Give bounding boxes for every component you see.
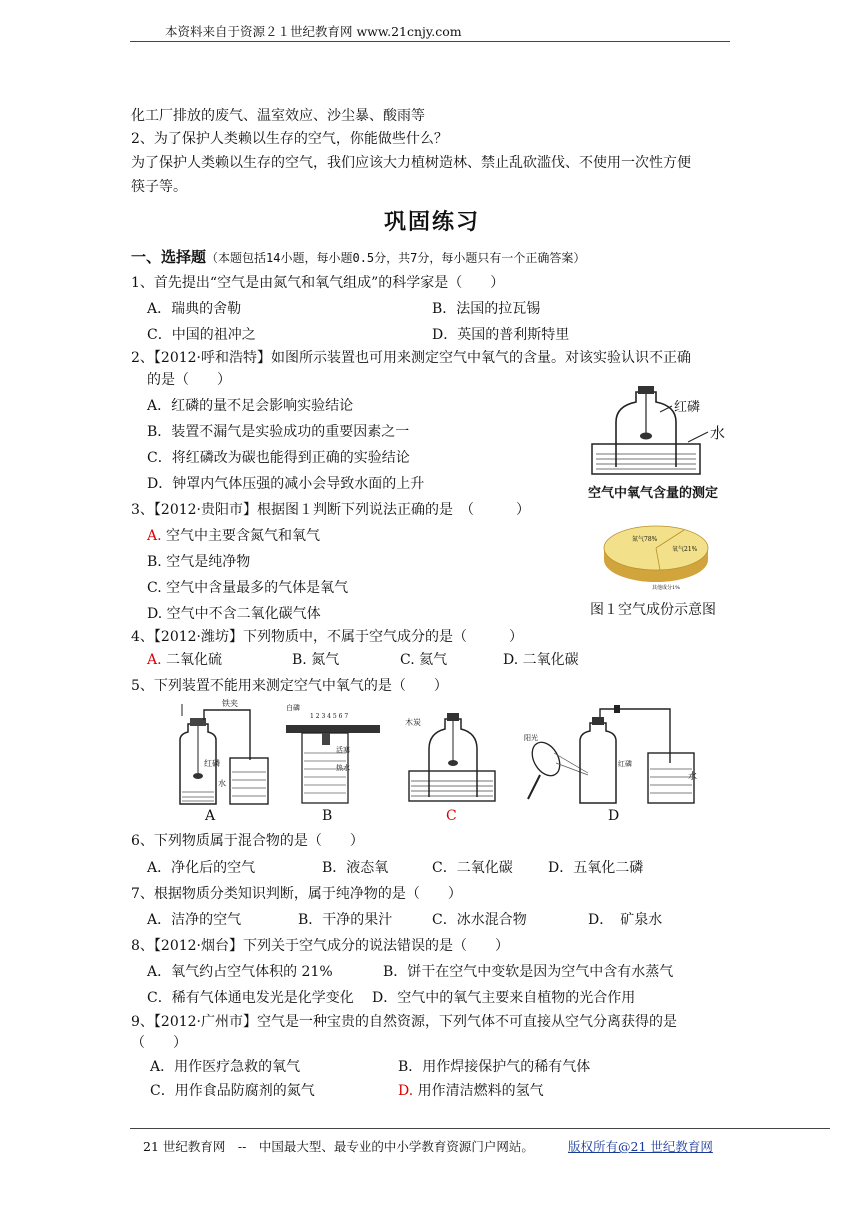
question-2-intro: 2、为了保护人类赖以生存的空气，你能做些什么？	[131, 131, 448, 147]
q4-answer-letter: A.	[147, 652, 162, 668]
fig-b-white-p-label: 白磷	[286, 704, 300, 712]
pie-caption: 图１空气成份示意图	[590, 602, 716, 618]
intro-line: 化工厂排放的废气、温室效应、沙尘暴、酸雨等	[131, 108, 425, 124]
q4-option-c: C. 氦气	[400, 652, 448, 668]
q3-stem: 3、【2012·贵阳市】根据图１判断下列说法正确的是 （ ）	[131, 502, 530, 518]
q3-option-a	[147, 526, 320, 546]
q1-stem: 1、首先提出“空气是由氮气和氧气组成”的科学家是（ ）	[131, 275, 505, 291]
fig-caption-d: D	[608, 808, 620, 824]
q4-option-b: B. 氮气	[292, 652, 340, 668]
fig-caption-c-answer: C	[446, 808, 457, 824]
q2-stem-cont: 的是（ ）	[147, 372, 231, 388]
q6-stem: 6、下列物质属于混合物的是（ ）	[131, 833, 364, 849]
section-note: （本题包括14小题，每小题0.5分，共7分，每小题只有一个正确答案）	[206, 251, 586, 265]
apparatus-a	[160, 700, 278, 805]
fig-caption-b: B	[322, 808, 333, 824]
bell-jar-figure	[588, 382, 738, 502]
apparatus-a-drawing	[160, 700, 278, 805]
air-composition-pie	[600, 518, 720, 598]
answer-line-2: 筷子等。	[131, 179, 187, 195]
fig-b-plug-label: 活塞	[336, 746, 350, 754]
bell-jar-caption: 空气中氧气含量的测定	[588, 486, 719, 501]
fig-caption-a: A	[205, 808, 216, 824]
q8-option-c: C．稀有气体通电发光是化学变化	[147, 990, 354, 1006]
q7-option-a: A．洁净的空气	[147, 912, 242, 928]
answer-line-1: 为了保护人类赖以生存的空气，我们应该大力植树造林、禁止乱砍滥伐、不使用一次性方便	[131, 155, 691, 171]
apparatus-d	[520, 703, 700, 805]
q2-stem: 2、【2012·呼和浩特】如图所示装置也可用来测定空气中氧气的含量。对该实验认识不正确	[131, 350, 691, 366]
apparatus-d-drawing	[520, 703, 700, 805]
q2-option-c: C．将红磷改为碳也能得到正确的实验结论	[147, 450, 410, 466]
fig-d-phosphorus-label: 红磷	[618, 760, 632, 768]
pie-label-nitrogen: 氮气78%	[632, 536, 658, 543]
q6-option-c: C．二氧化碳	[432, 860, 513, 876]
q9-option-d	[398, 1081, 544, 1101]
footer-text: 21 世纪教育网 -- 中国最大型、最专业的中小学教育资源门户网站。	[143, 1139, 534, 1154]
fig-d-water-label: 水	[688, 772, 698, 782]
q8-option-d: D．空气中的氧气主要来自植物的光合作用	[372, 990, 636, 1006]
fig-b-scale: 1 2 3 4 5 6 7	[310, 713, 349, 720]
footer-copyright-link[interactable]: 版权所有@21 世纪教育网	[568, 1139, 713, 1154]
q2-option-d: D．钟罩内气体压强的减小会导致水面的上升	[147, 476, 425, 492]
q7-option-d: D． 矿泉水	[588, 912, 663, 928]
q9-option-c: C．用作食品防腐剂的氮气	[150, 1083, 315, 1099]
q3-option-d: D. 空气中不含二氧化碳气体	[147, 606, 321, 622]
page-header: 本资料来自于资源２１世纪教育网 www.21cnjy.com	[165, 24, 462, 39]
q1-option-a: A．瑞典的舍勒	[147, 301, 242, 317]
q5-stem: 5、下列装置不能用来测定空气中氧气的是（ ）	[131, 678, 448, 694]
q7-stem: 7、根据物质分类知识判断，属于纯净物的是（ ）	[131, 886, 462, 902]
q2-option-a: A．红磷的量不足会影响实验结论	[147, 398, 354, 414]
label-red-phosphorus: 红磷	[674, 400, 701, 415]
apparatus-c	[405, 705, 501, 805]
q2-option-b: B．装置不漏气是实验成功的重要因素之一	[147, 424, 410, 440]
q3-option-b: B. 空气是纯净物	[147, 554, 251, 570]
fig-a-phosphorus-label: 红磷	[204, 759, 220, 768]
q4-option-a-text: 二氧化硫	[161, 652, 223, 668]
q3-answer-letter: A.	[147, 528, 162, 544]
q9-option-a: A．用作医疗急救的氧气	[150, 1059, 301, 1075]
q8-stem: 8、【2012·烟台】下列关于空气成分的说法错误的是（ ）	[131, 938, 509, 954]
q1-option-d: D．英国的普利斯特里	[432, 327, 570, 343]
q7-option-c: C．冰水混合物	[432, 912, 527, 928]
q1-option-c: C．中国的祖冲之	[147, 327, 256, 343]
header-divider	[130, 41, 730, 42]
q4-option-a	[147, 650, 222, 670]
q3-option-c: C. 空气中含量最多的气体是氧气	[147, 580, 349, 596]
fig-a-water-label: 水	[218, 779, 226, 788]
q1-option-b: B．法国的拉瓦锡	[432, 301, 541, 317]
section-heading-label: 一、选择题	[131, 248, 207, 266]
apparatus-b	[286, 703, 382, 805]
q9-stem-cont: （ ）	[131, 1035, 187, 1051]
q9-stem: 9、【2012·广州市】空气是一种宝贵的自然资源，下列气体不可直接从空气分离获得的是	[131, 1014, 677, 1030]
q9-option-b: B．用作焊接保护气的稀有气体	[398, 1059, 591, 1075]
q6-option-b: B．液态氧	[322, 860, 389, 876]
q6-option-a: A．净化后的空气	[147, 860, 256, 876]
fig-a-clip-label: 铁夹	[222, 699, 238, 708]
fig-b-water-label: 热水	[336, 764, 350, 772]
label-water: 水	[710, 424, 726, 442]
q6-option-d: D．五氧化二磷	[548, 860, 644, 876]
pie-label-other: 其他成分1%	[652, 585, 680, 591]
q9-answer-letter: D.	[398, 1083, 414, 1099]
q9-option-d-text: 用作清洁燃料的氢气	[413, 1083, 544, 1099]
q8-option-a: A．氧气约占空气体积的 21%	[147, 964, 333, 980]
fig-c-charcoal-label: 木炭	[405, 718, 421, 727]
q4-stem: 4、【2012·潍坊】下列物质中，不属于空气成分的是（ ）	[131, 629, 523, 645]
q3-option-a-text: 空气中主要含氮气和氧气	[161, 528, 321, 544]
q8-option-b: B．饼干在空气中变软是因为空气中含有水蒸气	[383, 964, 674, 980]
footer-divider	[130, 1128, 830, 1129]
section-title: 巩固练习	[384, 210, 481, 235]
q4-option-d: D. 二氧化碳	[503, 652, 579, 668]
q7-option-b: B．干净的果汁	[298, 912, 393, 928]
pie-label-oxygen: 氧气21%	[672, 546, 698, 553]
section-heading	[131, 246, 585, 267]
fig-d-sunlight-label: 阳光	[524, 734, 538, 742]
